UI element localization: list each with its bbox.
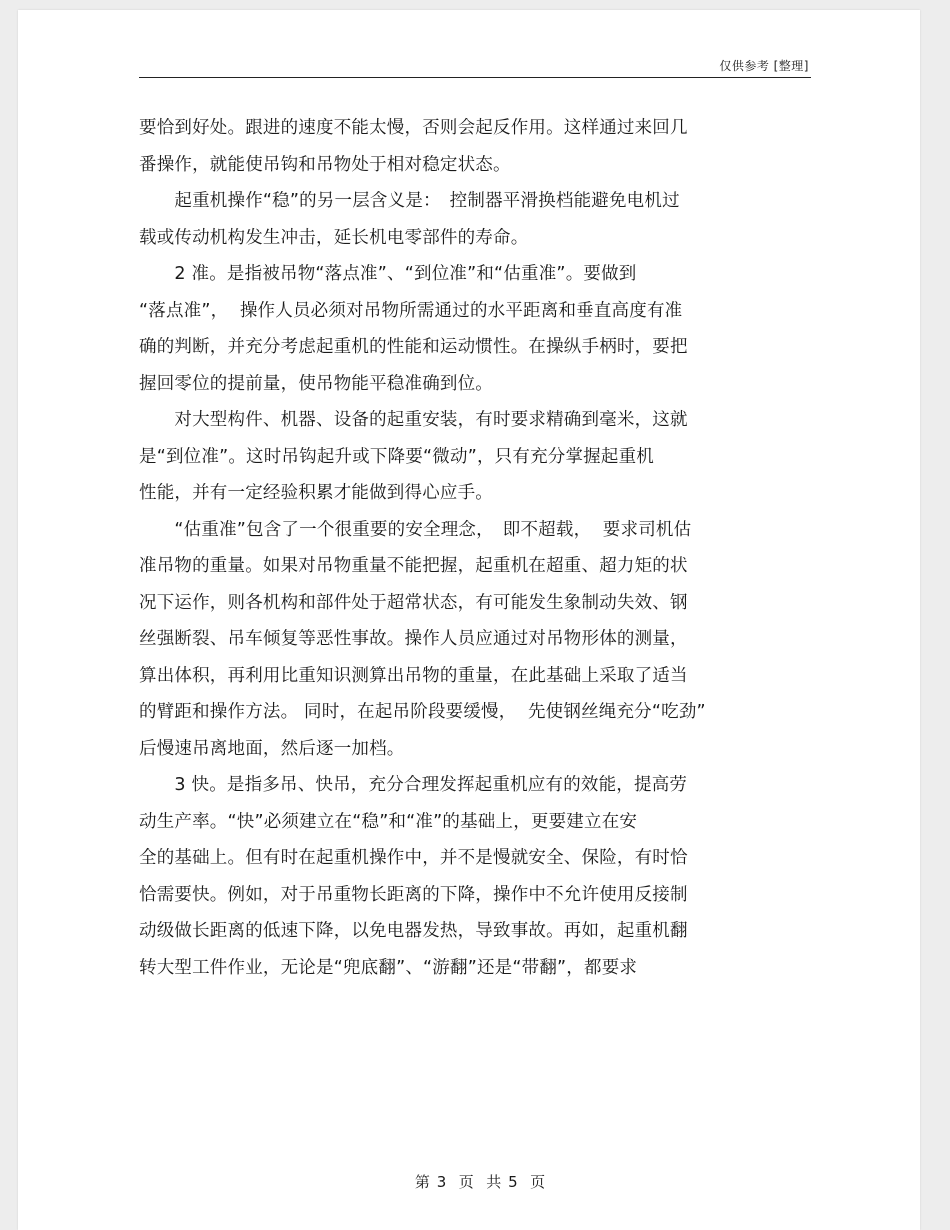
text-line: 况下运作，则各机构和部件处于超常状态，有可能发生象制动失效、钢 [139,592,688,613]
body-text [139,110,819,986]
text-line: 全的基础上。但有时在起重机操作中，并不是慢就安全、保险，有时恰 [139,848,688,868]
text-line: 准吊物的重量。如果对吊物重量不能把握，起重机在超重、超力矩的状 [139,556,688,576]
text-line: 确的判断，并充分考虑起重机的性能和运动惯性。在操纵手柄时，要把 [139,337,688,357]
text-line: “落点准”， 操作人员必须对吊物所需通过的水平距离和垂直高度有准 [139,300,683,321]
text-line: 是“到位准”。这时吊钩起升或下降要“微动”，只有充分掌握起重机 [139,446,654,467]
text-line: 起重机操作“稳”的另一层含义是： 控制器平滑换档能避免电机过 [139,191,680,211]
text-line: “估重准”包含了一个很重要的安全理念， 即不超载， 要求司机估 [139,519,692,540]
text-line: 载或传动机构发生冲击，延长机电零部件的寿命。 [139,227,529,248]
document-page [18,10,920,1230]
text-line: 番操作，就能使吊钩和吊物处于相对稳定状态。 [139,154,511,175]
text-line: 丝强断裂、吊车倾复等恶性事故。操作人员应通过对吊物形体的测量， [139,629,688,649]
text-line: 转大型工件作业，无论是“兜底翻”、“游翻”还是“带翻”，都要求 [139,957,638,978]
page-footer [18,1153,920,1210]
text-line: 对大型构件、机器、设备的起重安装，有时要求精确到毫米，这就 [139,410,688,430]
page-number: 第 3 页 共 5 页 [414,1173,547,1191]
text-line: 动生产率。“快”必须建立在“稳”和“准”的基础上，更要建立在安 [139,811,638,832]
text-line: 性能，并有一定经验积累才能做到得心应手。 [139,483,493,503]
text-line: 动级做长距离的低速下降，以免电器发热，导致事故。再如，起重机翻 [139,921,688,941]
text-line: 后慢速吊离地面，然后逐一加档。 [139,738,405,759]
text-line: 握回零位的提前量，使吊物能平稳准确到位。 [139,373,493,394]
page-header [139,55,811,78]
text-line: 算出体积，再利用比重知识测算出吊物的重量，在此基础上采取了适当 [139,665,688,686]
text-line: 3 快。是指多吊、快吊，充分合理发挥起重机应有的效能，提高劳 [139,775,688,795]
header-label: 仅供参考 [整理] [719,59,809,73]
text-line: 恰需要快。例如，对于吊重物长距离的下降，操作中不允许使用反接制 [139,884,688,905]
text-line: 2 准。是指被吊物“落点准”、“到位准”和“估重准”。要做到 [139,264,637,284]
text-line: 的臂距和操作方法。 同时，在起吊阶段要缓慢， 先使钢丝绳充分“吃劲” [139,702,706,722]
text-line: 要恰到好处。跟进的速度不能太慢，否则会起反作用。这样通过来回几 [139,118,688,138]
